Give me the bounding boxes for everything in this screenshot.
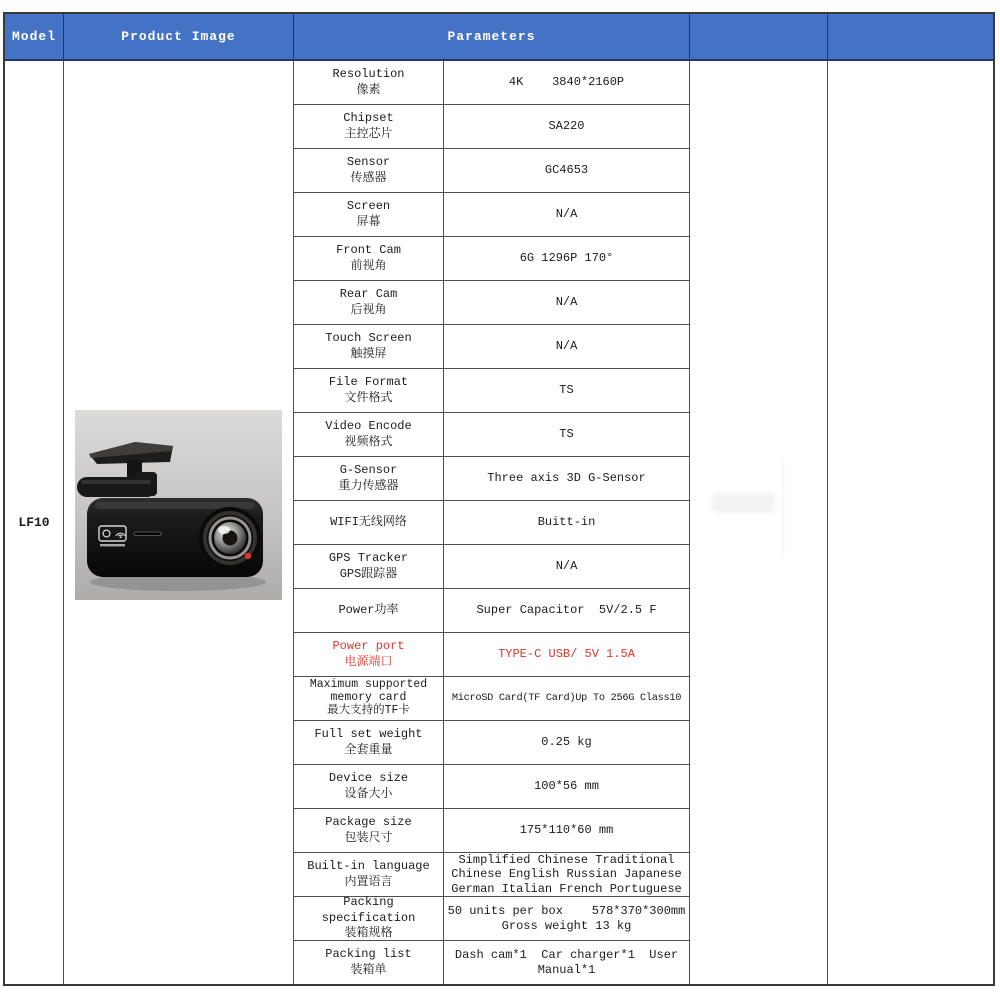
card-slot <box>134 532 161 536</box>
param-value: N/A <box>555 559 578 574</box>
param-row <box>294 193 689 237</box>
param-value: Super Capacitor 5V/2.5 F <box>476 603 657 618</box>
header-cell-extra-1 <box>690 14 828 59</box>
param-row <box>294 765 689 809</box>
param-name: Sensor 传感器 <box>294 149 444 192</box>
param-row <box>294 545 689 589</box>
param-row <box>294 633 689 677</box>
model-cell <box>5 61 64 984</box>
param-value: GC4653 <box>544 163 589 178</box>
param-row <box>294 281 689 325</box>
param-row <box>294 853 689 897</box>
param-name: Full set weight 全套重量 <box>294 721 444 764</box>
header-cell-product-image: Product Image <box>64 14 294 59</box>
param-value: TYPE-C USB/ 5V 1.5A <box>498 647 635 662</box>
param-value: 100*56 mm <box>534 779 599 794</box>
spec-table <box>3 12 995 986</box>
model-label: LF10 <box>18 515 50 530</box>
param-row <box>294 897 689 941</box>
param-value: 6G 1296P 170° <box>519 251 614 266</box>
param-name: Resolution 像素 <box>294 61 444 104</box>
param-value: Buitt-in <box>537 515 596 530</box>
param-row <box>294 325 689 369</box>
empty-column-2 <box>828 61 993 984</box>
param-name: Video Encode 视频格式 <box>294 413 444 456</box>
param-row <box>294 809 689 853</box>
param-value: 50 units per box 578*370*300mm Gross weight 13 kg <box>447 904 686 933</box>
param-name: Packing specification 装箱规格 <box>294 897 444 940</box>
param-value: N/A <box>555 207 578 222</box>
param-value: TS <box>559 383 574 398</box>
param-row <box>294 721 689 765</box>
param-row <box>294 149 689 193</box>
parameters-rows <box>294 61 690 984</box>
param-name: Packing list 装箱单 <box>294 941 444 984</box>
faint-watermark <box>712 493 774 513</box>
param-name: GPS Tracker GPS跟踪器 <box>294 545 444 588</box>
param-name: WIFI无线网络 <box>294 501 444 544</box>
header-cell-parameters: Parameters <box>294 14 690 59</box>
param-value: 0.25 kg <box>541 735 592 750</box>
param-row <box>294 941 689 984</box>
param-row <box>294 413 689 457</box>
param-name: Screen 屏幕 <box>294 193 444 236</box>
param-name: G-Sensor 重力传感器 <box>294 457 444 500</box>
faint-watermark-line <box>782 459 784 555</box>
empty-column-1 <box>690 61 828 984</box>
param-name: Power port 电源端口 <box>294 633 444 676</box>
param-value: 175*110*60 mm <box>519 823 614 838</box>
param-value: 4K 3840*2160P <box>508 75 625 90</box>
param-row <box>294 457 689 501</box>
param-value: Simplified Chinese Traditional Chinese English Russian Japanese German Italian French Portuguese <box>451 853 682 896</box>
param-value: Dash cam*1 Car charger*1 User Manual*1 <box>454 948 679 977</box>
param-value: SA220 <box>548 119 585 134</box>
param-name: Front Cam 前视角 <box>294 237 444 280</box>
record-led <box>245 552 251 558</box>
param-name: Device size 设备大小 <box>294 765 444 808</box>
param-value: N/A <box>555 339 578 354</box>
param-name: Maximum supported memory card 最大支持的TF卡 <box>294 677 444 720</box>
table-header-row <box>5 14 993 61</box>
param-name: Touch Screen 触摸屏 <box>294 325 444 368</box>
param-row <box>294 105 689 149</box>
param-name: File Format 文件格式 <box>294 369 444 412</box>
param-row <box>294 61 689 105</box>
param-name: Chipset 主控芯片 <box>294 105 444 148</box>
param-value: N/A <box>555 295 578 310</box>
product-photo <box>75 410 282 600</box>
param-value: MicroSD Card(TF Card)Up To 256G Class10 <box>451 692 682 705</box>
param-value: TS <box>559 427 574 442</box>
param-row <box>294 237 689 281</box>
header-cell-extra-2 <box>828 14 993 59</box>
param-value: Three axis 3D G-Sensor <box>487 471 646 486</box>
param-row <box>294 589 689 633</box>
param-name: Package size 包装尺寸 <box>294 809 444 852</box>
table-body <box>5 61 993 984</box>
header-cell-model: Model <box>5 14 64 59</box>
product-image-cell <box>64 61 294 984</box>
param-row <box>294 501 689 545</box>
param-row <box>294 369 689 413</box>
param-name: Built-in language 内置语言 <box>294 853 444 896</box>
param-name: Power功率 <box>294 589 444 632</box>
param-name: Rear Cam 后视角 <box>294 281 444 324</box>
param-row <box>294 677 689 721</box>
